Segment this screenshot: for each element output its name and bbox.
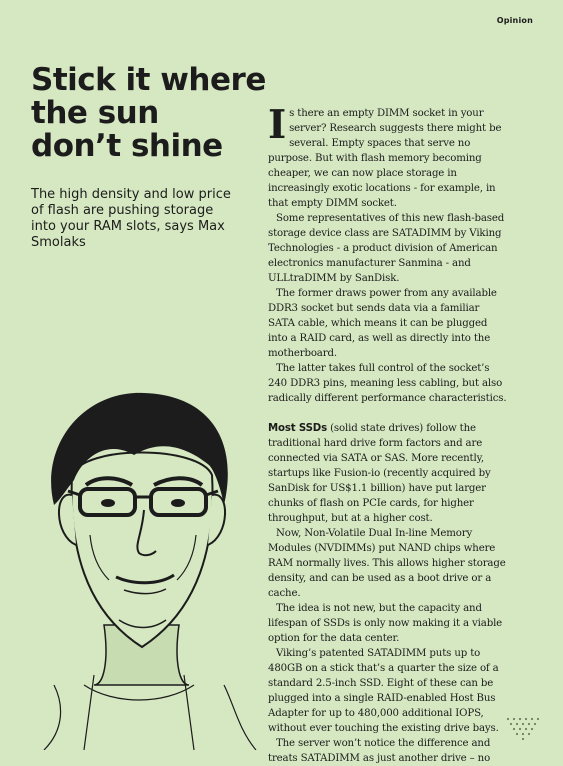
section-label: Opinion [496,16,533,25]
headline [31,64,271,163]
lead-in: Most SSDs [268,423,328,434]
page-corner-mark [505,716,539,740]
paragraph-8: Viking’s patented SATADIMM puts up to 480GB on a stick that’s a quarter the size of a standard 2.5-inch SSD. Eight of these can be plugged into a single RAID-enabled Host Bus Adapter for up to 480,000 additional IOPS, without ever touching the existing drive bays. [268,648,499,734]
article-body [268,102,508,766]
paragraph-2: Some representatives of this new flash-based storage device class are SATADIMM by Viking Technologies - a product division of American electronics manufacturer Sanmina - and ULLtraDIMM by SanDisk. [268,213,505,284]
paragraph-1 [268,102,508,211]
paragraph-7: The idea is not new, but the capacity and lifespan of SSDs is only now making it a viable option for the data center. [268,603,503,644]
headline-line-2: the sun [31,95,159,131]
headline-line-3: don’t shine [31,128,223,164]
paragraph-9: The server won’t notice the difference and treats SATADIMM as just another drive – no [268,738,491,764]
paragraph-4: The latter takes full control of the socket’s 240 DDR3 pins, meaning less cabling, but also radically different performance characteristics. [268,363,507,404]
paragraph-1-text: s there an empty DIMM socket in your server? Research suggests there might be several. Empty spaces that serve no purpose. But with flash memory becoming cheaper, we can now place storage in increasingly exotic locations - for example, in that empty DIMM socket. [268,108,502,209]
paragraph-3: The former draws power from any available DDR3 socket but sends data via a familiar SATA cable, which means it can be plugged into a RAID card, as well as directly into the motherboard. [268,288,497,359]
drop-cap: I [268,102,287,148]
author-portrait [24,385,259,750]
paragraph-6: Now, Non-Volatile Dual In-line Memory Modules (NVDIMMs) put NAND chips where RAM normally lives. This allows higher storage density, and can be used as a boot drive or a cache. [268,528,506,599]
paragraph-5-text: (solid state drives) follow the traditional hard drive form factors and are connected via SATA or SAS. More recently, startups like Fusion-io (recently acquired by SanDisk for US$1.1 billion) have put larger chunks of flash on PCIe cards, for higher throughput, but at a higher cost. [268,423,491,524]
standfirst: The high density and low price of flash are pushing storage into your RAM slots, says Max Smolaks [31,187,231,250]
paragraph-5 [268,421,508,526]
headline-line-1: Stick it where [31,62,266,98]
